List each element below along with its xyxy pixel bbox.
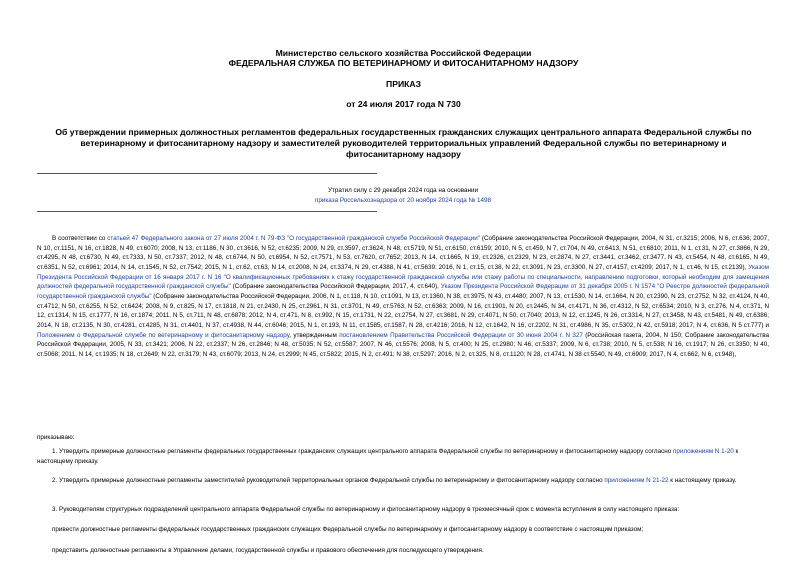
document-title-line-2: ветеринарному и фитосанитарному надзору и заместителей руководителей территориальных управлений Федеральной службы по ветеринарному и: [80, 138, 727, 148]
preamble-text-2: (Собрание законодательства Российской Федерации, 2017, 4, ст.640),: [230, 283, 441, 291]
preamble-paragraph: [37, 234, 769, 360]
item-3b: представить должностные регламенты в Управление делами, государственной службы и правового обеспечения для последующего утверждения.: [52, 547, 484, 554]
item-2: [37, 476, 769, 486]
status-note-link[interactable]: приказа Россельхознадзора от 20 ноября 2024 года № 1498: [314, 197, 492, 204]
preamble-text-4: , утвержденным: [289, 331, 340, 339]
divider-bottom: [37, 211, 377, 212]
item-1-text: 1. Утвердить примерные должностные регламенты федеральных государственных гражданских служащих центрального аппарата Федеральной службы по ветеринарному и фитосанитарному надзору согласно: [52, 448, 673, 455]
decree-1574-link[interactable]: Указом Президента Российской Федерации от 31 декабря 2005 г. N 1574 "О Реестре должностей федеральной государственной гражданской службы": [37, 283, 769, 300]
appendix-21-22-link[interactable]: приложениям N 21-22: [604, 477, 669, 484]
ministry-name: Министерство сельского хозяйства Российской Федерации: [275, 48, 532, 58]
item-1: [37, 447, 769, 466]
item-2-text: 2. Утвердить примерные должностные регламенты заместителей руководителей территориальных органов Федеральной службы по ветеринарному и фитосанитарному надзору согласно: [52, 477, 605, 484]
service-name: ФЕДЕРАЛЬНАЯ СЛУЖБА ПО ВЕТЕРИНАРНОМУ И ФИТОСАНИТАРНОМУ НАДЗОРУ: [228, 58, 579, 68]
regulation-link[interactable]: Положением о Федеральной службе по ветеринарному и фитосанитарному надзору: [37, 331, 290, 339]
order-word: приказываю:: [37, 434, 75, 441]
item-2-tail: к настоящему приказу.: [668, 477, 737, 484]
appendix-1-20-link[interactable]: приложениям N 1-20: [673, 448, 734, 455]
item-3: 3. Руководителям структурных подразделений центрального аппарата Федеральной службы по ветеринарному и фитосанитарному надзору в трехмесячный срок с момента вступления в силу настоящего приказа:: [52, 506, 680, 513]
decree-16-link[interactable]: Указом Президента Российской Федерации от 16 января 2017 г. N 16 "О квалификационных требованиях к стажу государственной гражданской службы или стажу работы по специальности, направлению подготовки, который необходим для замещения должностей федеральной государственной гражданской службы": [37, 263, 769, 291]
preamble-text-1: (Собрание законодательства Российской Федерации, 2004, N 31, ст.3215; 2006, N 6, ст.636; 2007, N 10, ст.1151, N 16, ст.1828, N 49, ст.6070; 2008, N 13, ст.1186, N 30, ст.3616, N 52, ст.6235; 2009, N 29, ст.3597, ст.3624, N 48, ст.5719, N 51, ст.6150, ст.6159; 2010, N 5, ст.459, N 7, ст.704, N 49, ст.6413, N 51, ст.6810; 2011, N 1, ст.31, N 27, ст.3866, N 29, ст.4295, N 48, ст.6730, N 49, ст.7333, N 50, ст.7337; 2012, N 48, ст.6744, N 50, ст.6954, N 52, ст.7571, N 53, ст.7620, ст.7652; 2013, N 14, ст.1665, N 19, ст.2326, ст.2329, N 23, ст.2874, N 27, ст.3441, ст.3462, ст.3477, N 43, ст.5454, N 48, ст.6165, N 49, ст.6351, N 52, ст.6961; 2014, N 14, ст.1545, N 52, ст.7542; 2015, N 1, ст.62, ст.63, N 14, ст.2008, N 24, ст.3374, N 29, ст.4388, N 41, ст.5639; 2016, N 1, ст.15, ст.38, N 22, ст.3091, N 23, ст.3300, N 27, ст.4157, ст.4209; 2017, N 1, ст.46, N 15, ст.2139),: [37, 235, 769, 271]
document-type: ПРИКАЗ: [386, 79, 421, 89]
document-date-number: от 24 июля 2017 года N 730: [346, 99, 461, 109]
document-title-line-1: Об утверждении примерных должностных регламентов федеральных государственных гражданских служащих центрального аппарата Федеральной службы по: [55, 127, 752, 137]
law-79fz-link[interactable]: статьей 47 Федерального закона от 27 июля 2004 г. N 79-ФЗ "О государственной гражданской службе Российской Федерации": [107, 235, 481, 242]
preamble-text-3: (Собрание законодательства Российской Федерации, 2006, N 1, ст.118, N 10, ст.1091, N 13, ст.1360, N 38, ст.3975, N 43, ст.4480; 2007, N 13, ст.1530, N 14, ст.1664, N 20, ст.2390, N 23, ст.2752, N 32, ст.4124, N 40, ст.4712, N 50, ст.6255, N 52, ст.6424; 2008, N 9, ст.825, N 17, ст.1818, N 21, ст.2430, N 25, ст.2961, N 31, ст.3701, N 49, ст.5763, N 52, ст.6363; 2009, N 16, ст.1901, N 20, ст.2445, N 34, ст.4171, N 36, ст.4312, N 52, ст.6534; 2010, N 3, ст.276, N 4, ст.371, N 12, ст.1314, N 15, ст.1777, N 16, ст.1874; 2011, N 5, ст.711, N 48, ст.6878; 2012, N 4, ст.471, N 8, ст.992, N 15, ст.1731, N 22, ст.2754, N 27, ст.3681, N 29, ст.4071, N 50, ст.7040; 2013, N 12, ст.1245, N 26, ст.3314, N 27, ст.3458, N 43, ст.5481, N 49, ст.6386; 2014, N 18, ст.2135, N 30, ст.4281, ст.4285, N 31, ст.4401, N 37, ст.4938, N 44, ст.6046; 2015, N 1, ст.193, N 11, ст.1585, ст.1587, N 28, ст.4216; 2016, N 12, ст.1642, N 16, ст.2202, N 31, ст.4986, N 35, ст.5302, N 42, ст.5918; 2017, N 4, ст.636, N 5 ст.777) и: [37, 292, 770, 329]
status-note-text: Утратил силу с 29 декабря 2024 года на основании: [327, 187, 479, 194]
resolution-327-link[interactable]: постановлением Правительства Российской Федерации от 30 июня 2004 г. N 327: [339, 331, 583, 339]
item-3a: привести должностные регламенты федеральных государственных гражданских служащих Федеральной службы по ветеринарному и фитосанитарному надзору в соответствие с настоящим приказом;: [52, 526, 644, 533]
item-1-tail: к настоящему приказу.: [37, 448, 739, 465]
document-title-line-3: фитосанитарному надзору: [346, 149, 461, 159]
divider-top: [37, 173, 377, 174]
preamble-lead: В соответствии со: [52, 235, 108, 242]
preamble-text-5: (Российская газета, 2004, N 150; Собрание законодательства Российской Федерации, 2005, N 33, ст.3421; 2006, N 22, ст.2337; N 26, ст.2846; N 48, ст.5035; N 52, ст.5587; 2007, N 46, ст.5576; 2008, N 5, ст.400; N 25, ст.2980; N 46, ст.5337; 2009, N 6, ст.738; 2010, N 5, ст.538; N 16, ст.1917; N 26, ст.3350; N 40, ст.5068; 2011, N 14, ст.1935; N 18, ст.2649; N 22, ст.3179; N 43, ст.6079; 2013, N 24, ст.2999; N 45, ст.5822; 2015, N 2, ст.491; N 38, ст.5297; 2016, N 2, ст.325, N 8, ст.1120; N 28, ст.4741, N 38 ст.5540, N 49, ст.6909; 2017, N 4, ст.662, N 6, ст.948),: [37, 331, 770, 358]
